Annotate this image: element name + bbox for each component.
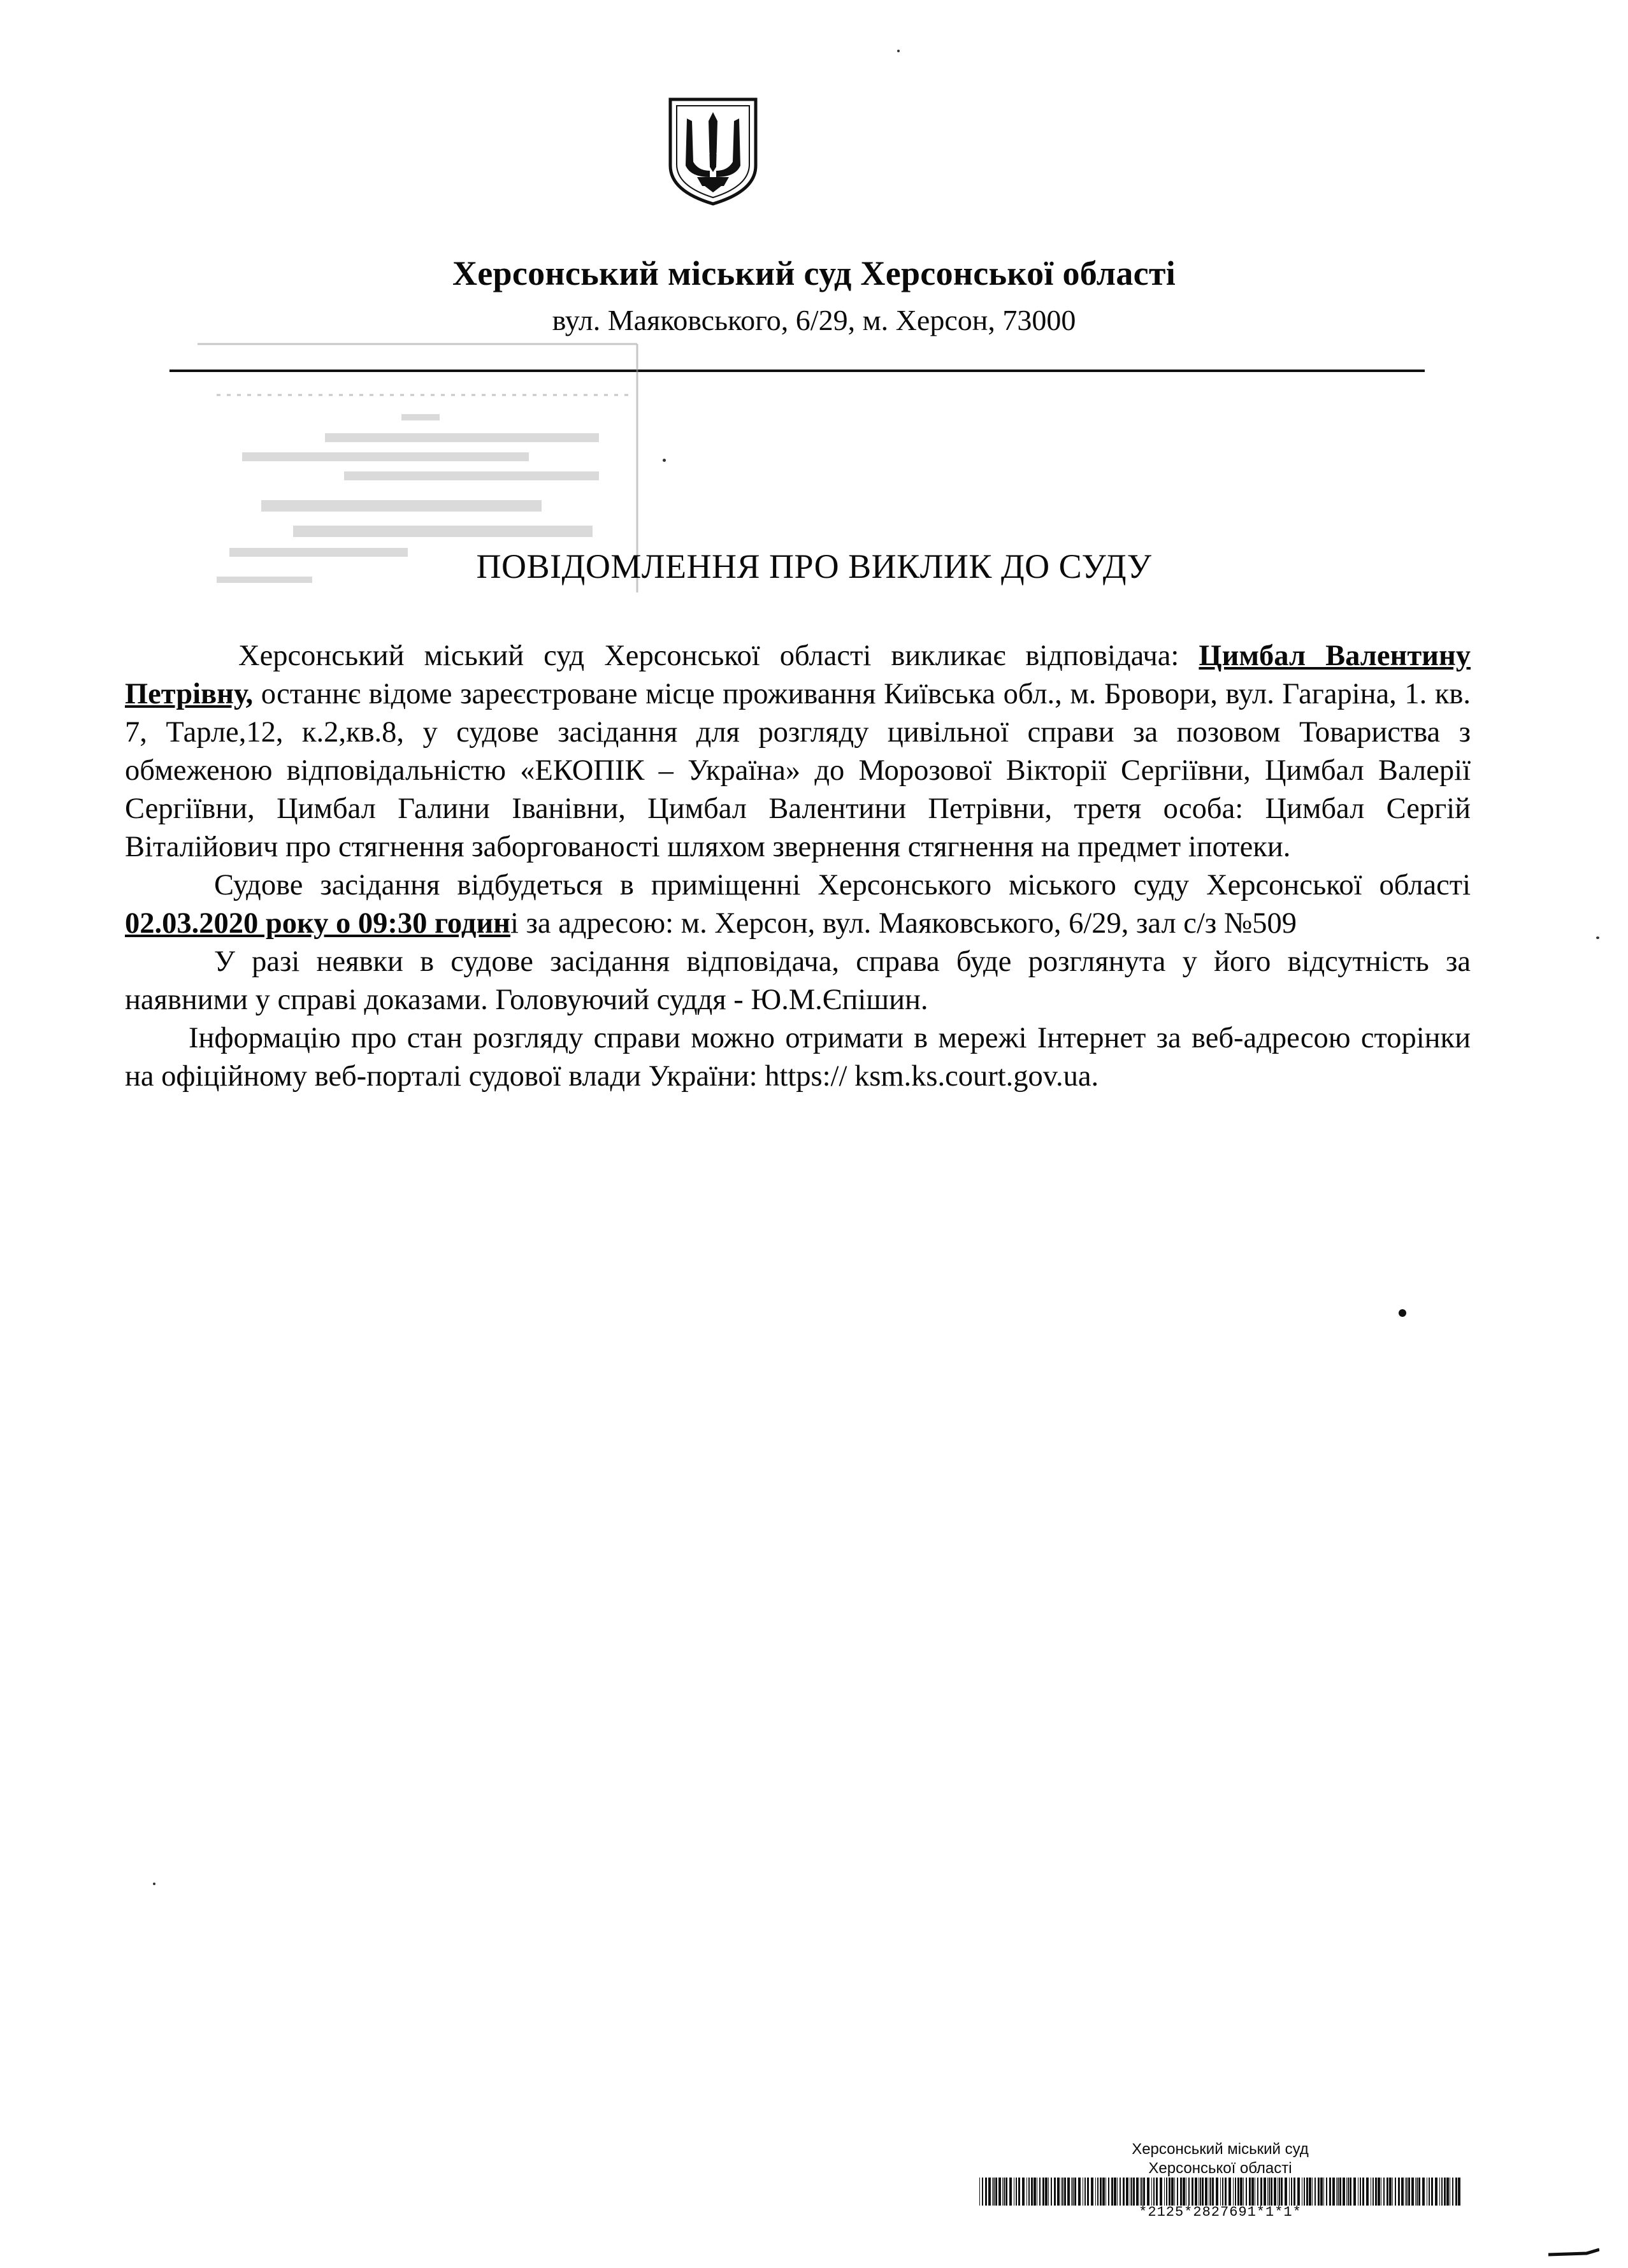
- barcode-icon: [978, 2178, 1462, 2206]
- scan-speck: [153, 1883, 155, 1885]
- court-name: Херсонський міський суд Херсонської області: [452, 254, 1176, 292]
- scan-speck: [663, 459, 666, 462]
- notice-title: ПОВІДОМЛЕННЯ ПРО ВИКЛИК ДО СУДУ: [476, 547, 1152, 585]
- scan-speck: [1596, 937, 1599, 939]
- barcode-court-region: Херсонської області: [1148, 2160, 1292, 2177]
- corner-mark: [1548, 2246, 1599, 2258]
- paragraph-absence-warning: У разі неявки в судове засідання відповідача, справа буде розглянута у його відсутність за наявними у справі доказами. Головуючий суддя - Ю.М.Єпішин.: [125, 945, 1471, 1016]
- defendant-name: Цимбал Валентину Петрівну,: [125, 640, 1471, 710]
- scan-dot: [1399, 1309, 1406, 1317]
- hearing-datetime: 02.03.2020 року о 09:30 годин: [125, 907, 510, 940]
- hearing-intro: Судове засідання відбудеться в приміщенні Херсонського міського суду Херсонської області: [214, 869, 1471, 901]
- paragraph-summons: [125, 637, 1471, 866]
- summons-details: останнє відоме зареєстроване місце проживання Київська обл., м. Бровори, вул. Гагаріна, 1. кв. 7, Тарле,12, к.2,кв.8, у судове засідання для розгляду цивільної справи за позовом Товариства з обмеженою відповідальністю «ЕКОПІК – Україна» до Морозової Вікторії Сергіївни, Цимбал Валерії Сергіївни, Цимбал Галини Іванівни, Цимбал Валентини Петрівни, третя особа: Цимбал Сергій Віталійович про стягнення заборгованості шляхом звернення стягнення на предмет іпотеки.: [125, 678, 1471, 863]
- hearing-address: і за адресою: м. Херсон, вул. Маяковського, 6/29, зал с/з №509: [510, 907, 1297, 940]
- paragraph-hearing: [125, 866, 1471, 943]
- paragraph-online-info: Інформацію про стан розгляду справи можно отримати в мережі Інтернет за веб-адресою сторінки на офіційному веб-порталі судової влади України: https:// ksm.ks.court.gov.ua.: [125, 1022, 1471, 1093]
- scan-speck: [897, 50, 900, 52]
- barcode-number: *2125*2827691*1*1*: [1139, 2204, 1302, 2220]
- barcode-court-name: Херсонський міський суд: [1132, 2141, 1309, 2158]
- trident-coat-of-arms-icon: [665, 96, 761, 207]
- summons-intro: Херсонський міський суд Херсонської області викликає відповідача:: [238, 640, 1199, 672]
- court-address: вул. Маяковського, 6/29, м. Херсон, 73000: [552, 304, 1076, 336]
- barcode-label: [978, 2141, 1462, 2230]
- notice-body: [125, 637, 1471, 1096]
